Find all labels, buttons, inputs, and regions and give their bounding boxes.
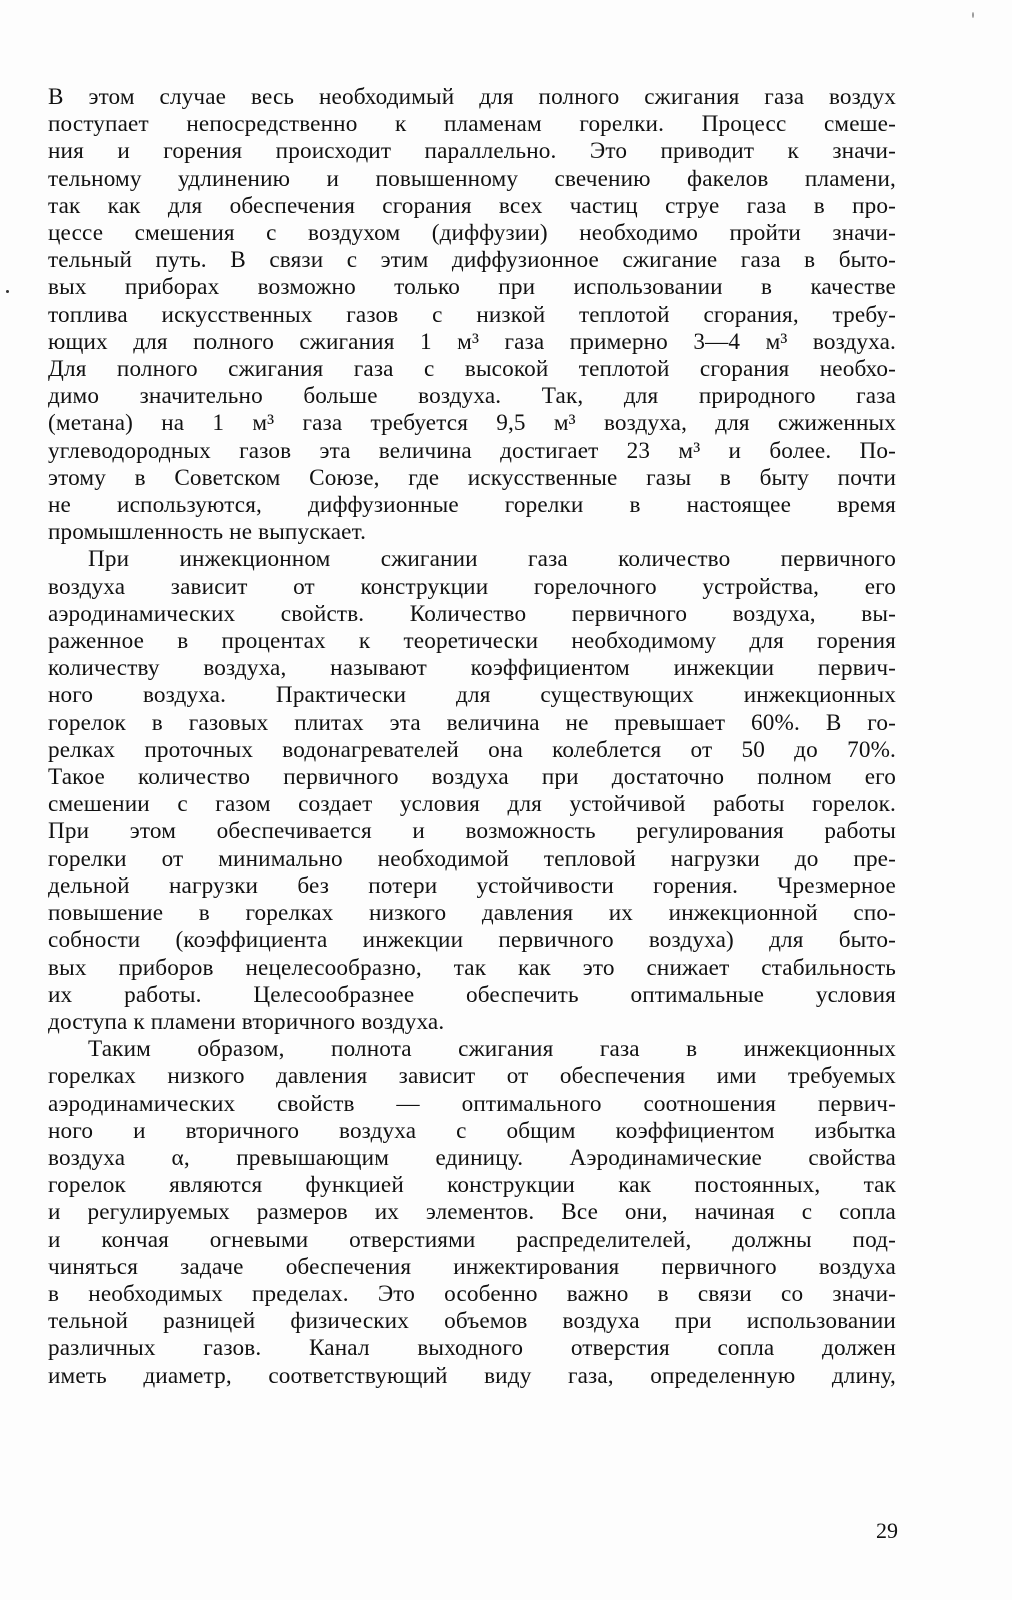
text-line: аэродинамических свойств — оптимального соотношения первич- <box>48 1090 896 1117</box>
text-line: горелки от минимально необходимой тепловой нагрузки до пре- <box>48 845 896 872</box>
text-line: тельному удлинению и повышенному свечению факелов пламени, <box>48 165 896 192</box>
text-line: При этом обеспечивается и возможность регулирования работы <box>48 818 896 845</box>
text-line: дельной нагрузки без потери устойчивости горения. Чрезмерное <box>48 872 896 899</box>
text-line: чиняться задаче обеспечения инжектирования первичного воздуха <box>48 1253 896 1280</box>
paragraph <box>48 84 896 546</box>
scan-speck <box>972 12 974 18</box>
text-line: раженное в процентах к теоретически необходимому для горения <box>48 628 896 655</box>
text-line: не используются, диффузионные горелки в настоящее время <box>48 492 896 519</box>
text-line: Для полного сжигания газа с высокой теплотой сгорания необхо- <box>48 356 896 383</box>
text-line: цессе смешения с воздухом (диффузии) необходимо пройти значи- <box>48 220 896 247</box>
text-line: релках проточных водонагревателей она колеблется от 50 до 70%. <box>48 736 896 763</box>
text-line: ного и вторичного воздуха с общим коэффициентом избытка <box>48 1117 896 1144</box>
text-line: горелках низкого давления зависит от обеспечения ими требуемых <box>48 1063 896 1090</box>
text-line: их работы. Целесообразнее обеспечить оптимальные условия <box>48 981 896 1008</box>
text-line: топлива искусственных газов с низкой теплотой сгорания, требу- <box>48 301 896 328</box>
text-line: ного воздуха. Практически для существующих инжекционных <box>48 682 896 709</box>
text-line: Таким образом, полнота сжигания газа в инжекционных <box>88 1036 896 1063</box>
text-line: и кончая огневыми отверстиями распределителей, должны под- <box>48 1226 896 1253</box>
text-line: смешении с газом создает условия для устойчивой работы горелок. <box>48 791 896 818</box>
text-line: и регулируемых размеров их элементов. Все они, начиная с сопла <box>48 1199 896 1226</box>
text-line: (метана) на 1 м³ газа требуется 9,5 м³ воздуха, для сжиженных <box>48 410 896 437</box>
text-line: количеству воздуха, называют коэффициентом инжекции первич- <box>48 655 896 682</box>
text-line: углеводородных газов эта величина достигает 23 м³ и более. По- <box>48 437 896 464</box>
text-line: тельной разницей физических объемов воздуха при использовании <box>48 1308 896 1335</box>
text-line: горелок являются функцией конструкции как постоянных, так <box>48 1172 896 1199</box>
text-line: Такое количество первичного воздуха при достаточно полном его <box>48 764 896 791</box>
text-line: аэродинамических свойств. Количество первичного воздуха, вы- <box>48 600 896 627</box>
text-line: При инжекционном сжигании газа количество первичного <box>88 546 896 573</box>
text-line: воздуха зависит от конструкции горелочного устройства, его <box>48 573 896 600</box>
text-line: так как для обеспечения сгорания всех частиц струе газа в про- <box>48 192 896 219</box>
text-line: поступает непосредственно к пламенам горелки. Процесс смеше- <box>48 111 896 138</box>
text-line: В этом случае весь необходимый для полного сжигания газа воздух <box>48 84 896 110</box>
paragraph <box>48 1036 896 1390</box>
text-line: доступа к пламени вторичного воздуха. <box>48 1008 445 1035</box>
text-line: различных газов. Канал выходного отверстия сопла должен <box>48 1335 896 1362</box>
text-line: вых приборах возможно только при использовании в качестве <box>48 274 896 301</box>
text-line: горелок в газовых плитах эта величина не превышает 60%. В го- <box>48 709 896 736</box>
text-line: промышленность не выпускает. <box>48 519 367 546</box>
scan-speck <box>6 290 9 293</box>
text-line: этому в Советском Союзе, где искусственные газы в быту почти <box>48 464 896 491</box>
body-text <box>48 84 896 1390</box>
text-line: ния и горения происходит параллельно. Это приводит к значи- <box>48 138 896 165</box>
text-line: воздуха α, превышающим единицу. Аэродинамические свойства <box>48 1144 896 1171</box>
paragraph <box>48 546 896 1036</box>
text-line: собности (коэффициента инжекции первичного воздуха) для быто- <box>48 927 896 954</box>
page-number: 29 <box>876 1518 898 1543</box>
text-line: повышение в горелках низкого давления их инжекционной спо- <box>48 900 896 927</box>
text-line: вых приборов нецелесообразно, так как это снижает стабильность <box>48 954 896 981</box>
text-line: в необходимых пределах. Это особенно важно в связи со значи- <box>48 1280 896 1307</box>
text-line: димо значительно больше воздуха. Так, для природного газа <box>48 383 896 410</box>
text-line: иметь диаметр, соответствующий виду газа, определенную длину, <box>48 1362 896 1389</box>
text-line: тельный путь. В связи с этим диффузионное сжигание газа в быто- <box>48 247 896 274</box>
text-line: ющих для полного сжигания 1 м³ газа примерно 3—4 м³ воздуха. <box>48 328 896 355</box>
